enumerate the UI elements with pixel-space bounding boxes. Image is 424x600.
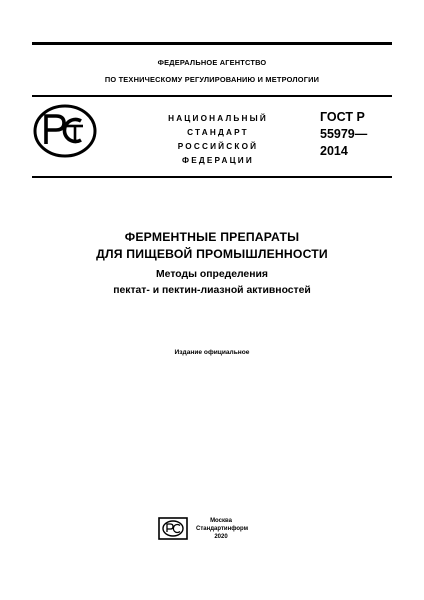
edition-label: Издание официальное — [174, 349, 250, 356]
agency-line-2: ПО ТЕХНИЧЕСКОМУ РЕГУЛИРОВАНИЮ И МЕТРОЛОГИИ — [104, 75, 320, 84]
publisher-city: Москва — [210, 518, 232, 524]
publisher-year: 2020 — [214, 534, 228, 540]
gost-number-line-3: 2014 — [320, 144, 348, 158]
document-subtitle-line-2: пектат- и пектин-лиазной активностей — [113, 285, 311, 296]
middle-rule — [32, 176, 392, 178]
national-standard-line-4: ФЕДЕРАЦИИ — [182, 156, 254, 165]
header-rule — [32, 95, 392, 97]
document-title-line-2: ДЛЯ ПИЩЕВОЙ ПРОМЫШЛЕННОСТИ — [96, 247, 328, 261]
document-title-line-1: ФЕРМЕНТНЫЕ ПРЕПАРАТЫ — [124, 230, 300, 244]
gost-number-line-1: ГОСТ Р — [320, 110, 365, 124]
standartinform-logo-icon — [158, 517, 188, 540]
agency-line-1: ФЕДЕРАЛЬНОЕ АГЕНТСТВО — [157, 58, 267, 67]
top-rule — [32, 42, 392, 45]
national-standard-line-1: НАЦИОНАЛЬНЫЙ — [168, 114, 268, 123]
gost-number-line-2: 55979— — [320, 127, 368, 141]
national-standard-line-3: РОССИЙСКОЙ — [177, 142, 259, 151]
publisher-name: Стандартинформ — [196, 526, 249, 532]
rst-gost-logo-icon — [32, 102, 98, 160]
document-subtitle-line-1: Методы определения — [156, 269, 268, 280]
national-standard-line-2: СТАНДАРТ — [187, 128, 249, 137]
